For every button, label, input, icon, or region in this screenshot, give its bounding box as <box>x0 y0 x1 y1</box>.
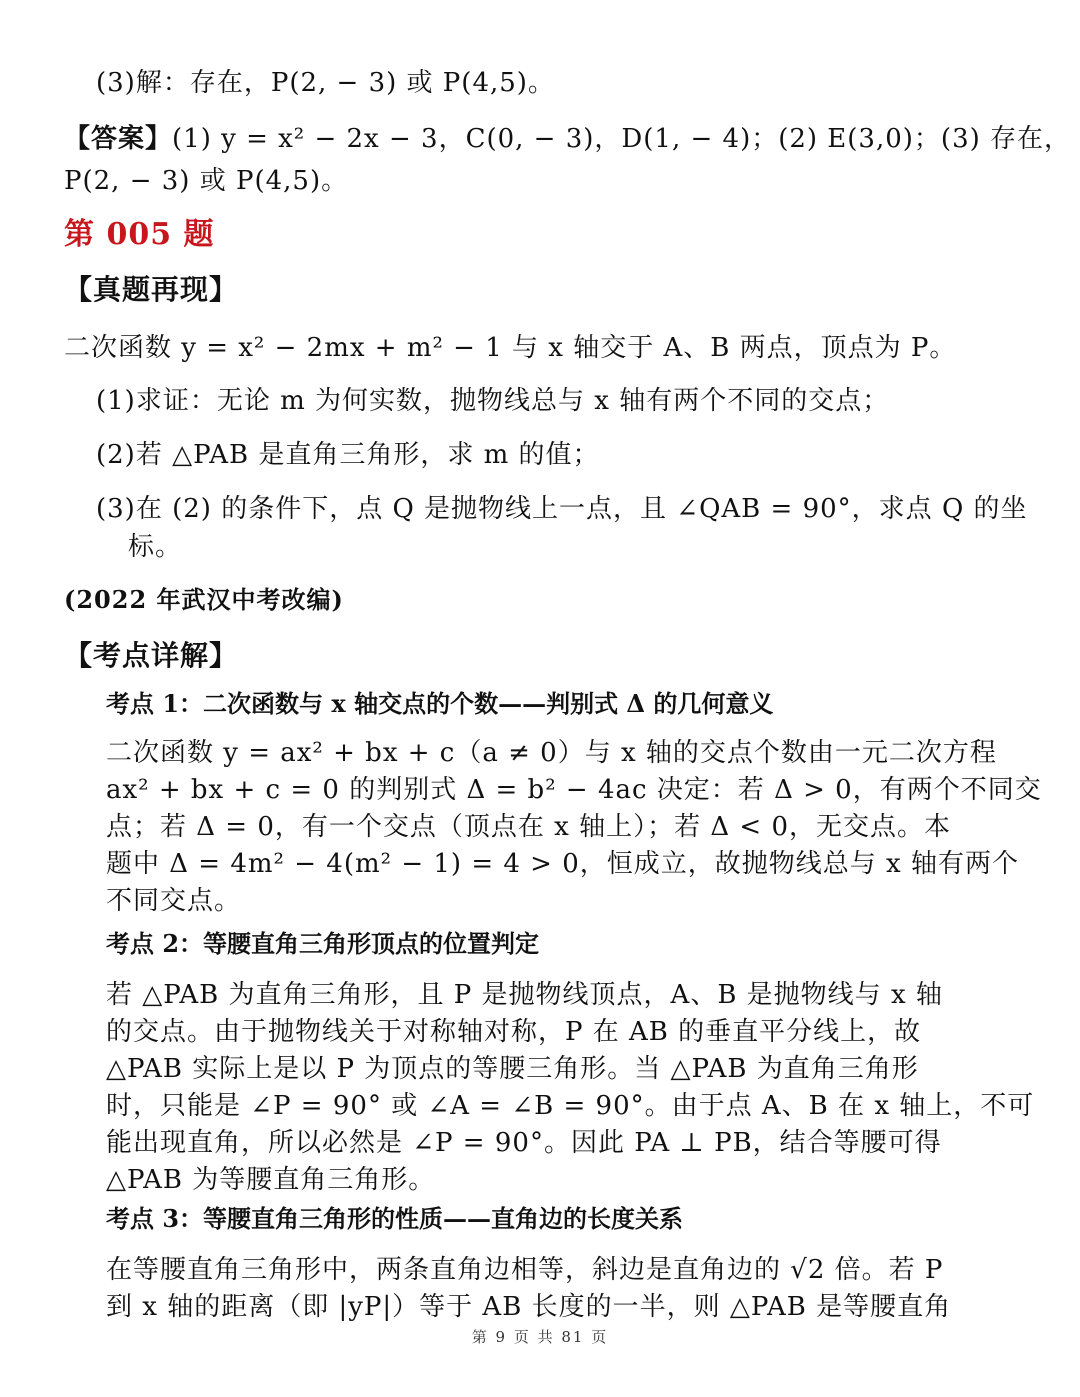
prev-solution-part3: (3)解：存在，P(2, − 3) 或 P(4,5)。 <box>96 68 555 98</box>
point-3-line: 到 x 轴的距离（即 |yP|）等于 AB 长度的一半，则 △PAB 是等腰直角 <box>106 1292 952 1322</box>
point-2-title: 考点 2：等腰直角三角形顶点的位置判定 <box>106 929 540 958</box>
point-3-title: 考点 3：等腰直角三角形的性质——直角边的长度关系 <box>106 1204 684 1233</box>
point-2-line: 的交点。由于抛物线关于对称轴对称，P 在 AB 的垂直平分线上，故 <box>106 1017 922 1047</box>
problem-title: 第 005 题 <box>64 217 215 252</box>
answer-line-1 <box>64 126 1071 152</box>
question-3-line-2: 标。 <box>128 532 183 562</box>
answer-text-1: (1) y = x² − 2x − 3，C(0, − 3)，D(1, − 4)；(2) E(3,0)；(3) 存在， <box>172 124 1072 154</box>
point-1-line: 不同交点。 <box>106 886 242 916</box>
question-2: (2)若 △PAB 是直角三角形，求 m 的值； <box>96 440 600 470</box>
point-1-line: 点；若 Δ = 0，有一个交点（顶点在 x 轴上）；若 Δ < 0，无交点。本 <box>106 812 951 842</box>
point-2-line: △PAB 实际上是以 P 为顶点的等腰三角形。当 △PAB 为直角三角形 <box>106 1054 919 1084</box>
problem-source: (2022 年武汉中考改编) <box>64 585 344 614</box>
question-3-line-1: (3)在 (2) 的条件下，点 Q 是抛物线上一点，且 ∠QAB = 90°，求点 Q 的坐 <box>96 494 1028 524</box>
section-real-exam: 【真题再现】 <box>64 273 239 306</box>
point-1-line: 题中 Δ = 4m² − 4(m² − 1) = 4 > 0，恒成立，故抛物线总与 x 轴有两个 <box>106 849 1019 879</box>
section-analysis: 【考点详解】 <box>64 639 239 672</box>
point-2-line: 能出现直角，所以必然是 ∠P = 90°。因此 PA ⊥ PB，结合等腰可得 <box>106 1128 942 1158</box>
point-3-line: 在等腰直角三角形中，两条直角边相等，斜边是直角边的 √2 倍。若 P <box>106 1255 944 1285</box>
page-footer: 第 9 页 共 81 页 <box>471 1328 609 1346</box>
point-2-line: 若 △PAB 为直角三角形，且 P 是抛物线顶点，A、B 是抛物线与 x 轴 <box>106 980 943 1010</box>
answer-line-2: P(2, − 3) 或 P(4,5)。 <box>64 166 349 196</box>
point-1-title: 考点 1：二次函数与 x 轴交点的个数——判别式 Δ 的几何意义 <box>106 689 774 718</box>
question-1: (1)求证：无论 m 为何实数，抛物线总与 x 轴有两个不同的交点； <box>96 386 890 416</box>
answer-tag: 【答案】 <box>64 124 173 154</box>
point-2-line: 时，只能是 ∠P = 90° 或 ∠A = ∠B = 90°。由于点 A、B 在 x 轴上，不可 <box>106 1091 1035 1121</box>
point-1-line: 二次函数 y = ax² + bx + c（a ≠ 0）与 x 轴的交点个数由一元二次方程 <box>106 738 997 768</box>
point-2-line: △PAB 为等腰直角三角形。 <box>106 1165 436 1195</box>
point-1-line: ax² + bx + c = 0 的判别式 Δ = b² − 4ac 决定：若 Δ > 0，有两个不同交 <box>106 775 1042 805</box>
problem-stem: 二次函数 y = x² − 2mx + m² − 1 与 x 轴交于 A、B 两点，顶点为 P。 <box>64 333 957 363</box>
